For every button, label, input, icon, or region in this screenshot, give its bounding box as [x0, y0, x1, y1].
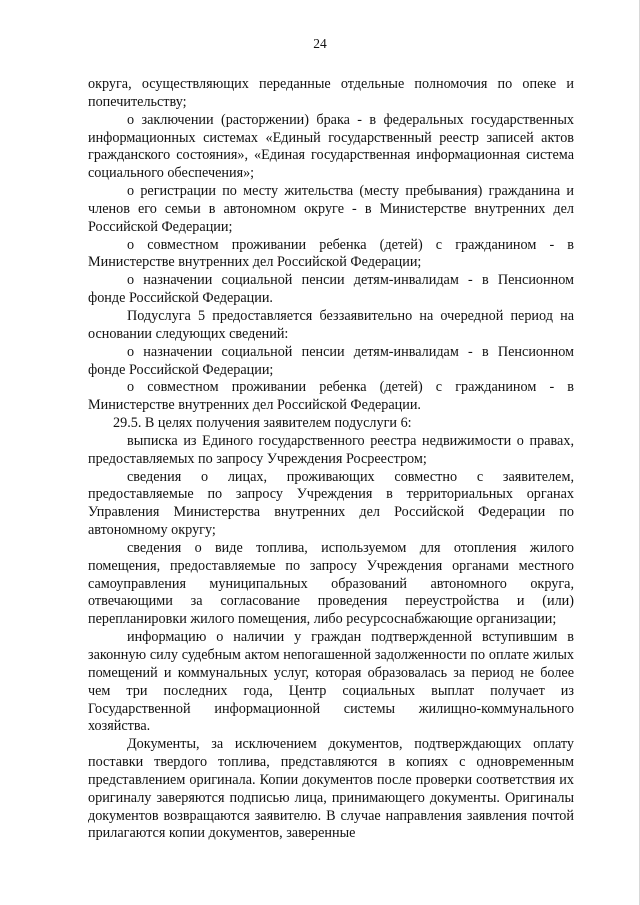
- paragraph-debt-info: информацию о наличии у граждан подтвержденной вступившим в законную силу судебным актом непогашенной задолженности по оплате жилых помещений и коммунальных услуг, которая образовалась за период не более чем три последних года, Центр социальных выплат получает из Государственной информационной системы жилищно-коммунального хозяйства.: [88, 629, 574, 735]
- paragraph-disability-pension: о назначении социальной пенсии детям-инвалидам - в Пенсионном фонде Российской Федерации.: [88, 272, 574, 307]
- paragraph-cohabitation-child-2: о совместном проживании ребенка (детей) с гражданином - в Министерстве внутренних дел Российской Федерации.: [88, 379, 574, 414]
- paragraph-cohabitants-info: сведения о лицах, проживающих совместно с заявителем, предоставляемые по запросу Учреждения в территориальных органах Управления Министерства внутренних дел Российской Федерации по автономному округу;: [88, 468, 574, 539]
- paragraph-documents: Документы, за исключением документов, подтверждающих оплату поставки твердого топлива, представляются в копиях с одновременным представлением оригинала. Копии документов после проверки соответствия их оригиналу заверяются подписью лица, принимающего документы. Оригиналы документов возвращаются заявителю. В случае направления заявления почтой прилагаются копии документов, заверенные: [88, 736, 574, 842]
- section-heading-29-5: 29.5. В целях получения заявителем подуслуги 6:: [113, 415, 412, 432]
- paragraph-property-extract: выписка из Единого государственного реестра недвижимости о правах, предоставляемых по запросу Учреждения Росреестром;: [88, 432, 574, 467]
- paragraph-marriage-info: о заключении (расторжении) брака - в федеральных государственных информационных системах «Единый государственный реестр записей актов гражданского состояния», «Единая государственная информационная система социального обеспечения»;: [88, 111, 574, 182]
- paragraph-fuel-type: сведения о виде топлива, используемом для отопления жилого помещения, предоставляемые по запросу Учреждения органами местного самоуправления муниципальных образований автономного округа, отвечающими за согласование проведения переустройства и (или) перепланировки жилого помещения, либо ресурсоснабжающие организации;: [88, 539, 574, 628]
- paragraph-residence-registration: о регистрации по месту жительства (месту пребывания) гражданина и членов его семьи в автономном округе - в Министерстве внутренних дел Российской Федерации;: [88, 183, 574, 235]
- paragraph-subservice-5: Подуслуга 5 предоставляется беззаявительно на очередной период на основании следующих сведений:: [88, 307, 574, 342]
- page-number: 24: [313, 36, 327, 51]
- document-body: [88, 76, 574, 843]
- paragraph-disability-pension-2: о назначении социальной пенсии детям-инвалидам - в Пенсионном фонде Российской Федерации;: [88, 343, 574, 378]
- paragraph-cohabitation-child: о совместном проживании ребенка (детей) с гражданином - в Министерстве внутренних дел Российской Федерации;: [88, 236, 574, 271]
- paragraph-continuation-guardianship: округа, осуществляющих переданные отдельные полномочия по опеке и попечительству;: [88, 76, 574, 110]
